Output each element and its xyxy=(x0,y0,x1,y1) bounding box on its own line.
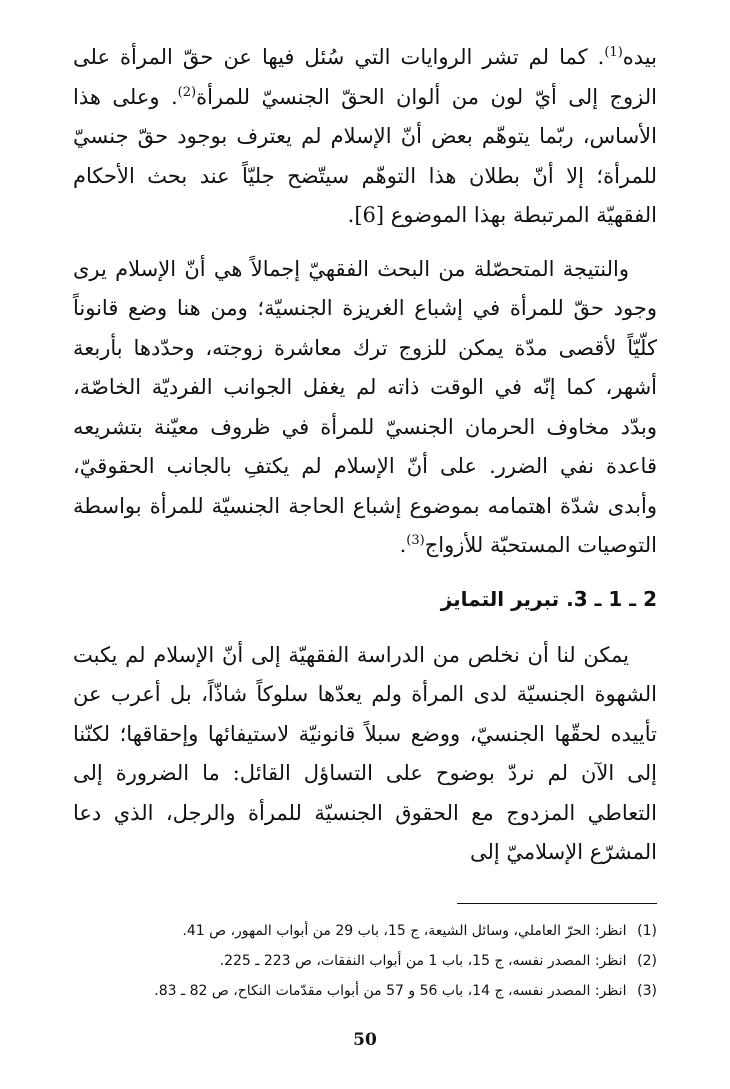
footnote-number: (3) xyxy=(637,982,657,999)
paragraph-1-text-c: . وعلى هذا الأساس، ربّما يتوهّم بعض أنّ الإسلام لم يعترف بوجود حقّ جنسيّ للمرأة؛ إلا أنّ بطلان هذا التوهّم سيتّضح جليّاً عند بحث الأحكام الفقهيّة المرتبطة بهذا الموضوع [6]. xyxy=(73,84,657,227)
paragraph-2-text-a: والنتيجة المتحصّلة من البحث الفقهيّ إجمالاً هي أنّ الإسلام يرى وجود حقّ للمرأة في إشباع الغريزة الجنسيّة؛ ومن هنا وضع قانوناً كلّيّاً لأقصى مدّة يمكن للزوج ترك معاشرة زوجته، وحدّدها بأربعة أشهر، كما إنّه في الوقت ذاته لم يغفل الجوانب الفرديّة الخاصّة، وبدّد مخاوف الحرمان الجنسيّ للمرأة في ظروف معيّنة بتشريعه قاعدة نفي الضرر. على أنّ الإسلام لم يكتفِ بالجانب الحقوقيّ، وأبدى شدّة اهتمامه بموضوع إشباع الحاجة الجنسيّة للمرأة بواسطة التوصيات المستحبّة للأزواج xyxy=(73,256,657,557)
body-paragraph-1 xyxy=(73,38,657,236)
footnote-text: انظر: المصدر نفسه، ج 15، باب 1 من أبواب النفقات، ص 223 ـ 225. xyxy=(219,952,627,969)
footnotes-list xyxy=(73,916,657,1006)
footnote-number: (2) xyxy=(637,952,657,969)
footnote-item xyxy=(73,916,657,946)
footnote-number: (1) xyxy=(637,922,657,939)
paragraph-2-text-b: . xyxy=(399,533,407,557)
footnote-ref-2[interactable]: (2) xyxy=(177,84,197,100)
body-paragraph-2 xyxy=(73,250,657,566)
footnote-divider xyxy=(457,903,657,904)
footnote-text: انظر: الحرّ العاملي، وسائل الشيعة، ج 15، باب 29 من أبواب المهور، ص 41. xyxy=(182,922,627,939)
section-heading: 2 ـ 1 ـ 3. تبرير التمايز xyxy=(440,586,657,611)
body-paragraph-3: يمكن لنا أن نخلص من الدراسة الفقهيّة إلى أنّ الإسلام لم يكبت الشهوة الجنسيّة لدى المرأة ولم يعدّها سلوكاً شاذّاً، بل أعرب عن تأييده لحقّها الجنسيّ، ووضع سبلاً قانونيّة لاستيفائها وإحقاقها؛ لكنّنا إلى الآن لم نردّ بوضوح على التساؤل القائل: ما الضرورة إلى التعاطي المزدوج مع الحقوق الجنسيّة للمرأة والرجل، الذي دعا المشرّع الإسلاميّ إلى xyxy=(73,642,657,864)
footnote-text: انظر: المصدر نفسه، ج 14، باب 56 و 57 من أبواب مقدّمات النكاح، ص 82 ـ 83. xyxy=(154,982,627,999)
page-number: 50 xyxy=(353,1030,377,1050)
paragraph-gap xyxy=(73,236,657,250)
footnote-item xyxy=(73,946,657,976)
paragraph-1-text-b: . كما لم تشر الروايات التي سُئل فيها عن حقّ المرأة على الزوج إلى أيّ لون من ألوان الحقّ الجنسيّ للمرأة xyxy=(73,45,658,109)
paragraph-1-text-a: بيده xyxy=(622,45,657,69)
footnote-ref-3[interactable]: (3) xyxy=(406,533,425,548)
footnote-ref-1[interactable]: (1) xyxy=(604,45,623,60)
footnote-item xyxy=(73,976,657,1006)
